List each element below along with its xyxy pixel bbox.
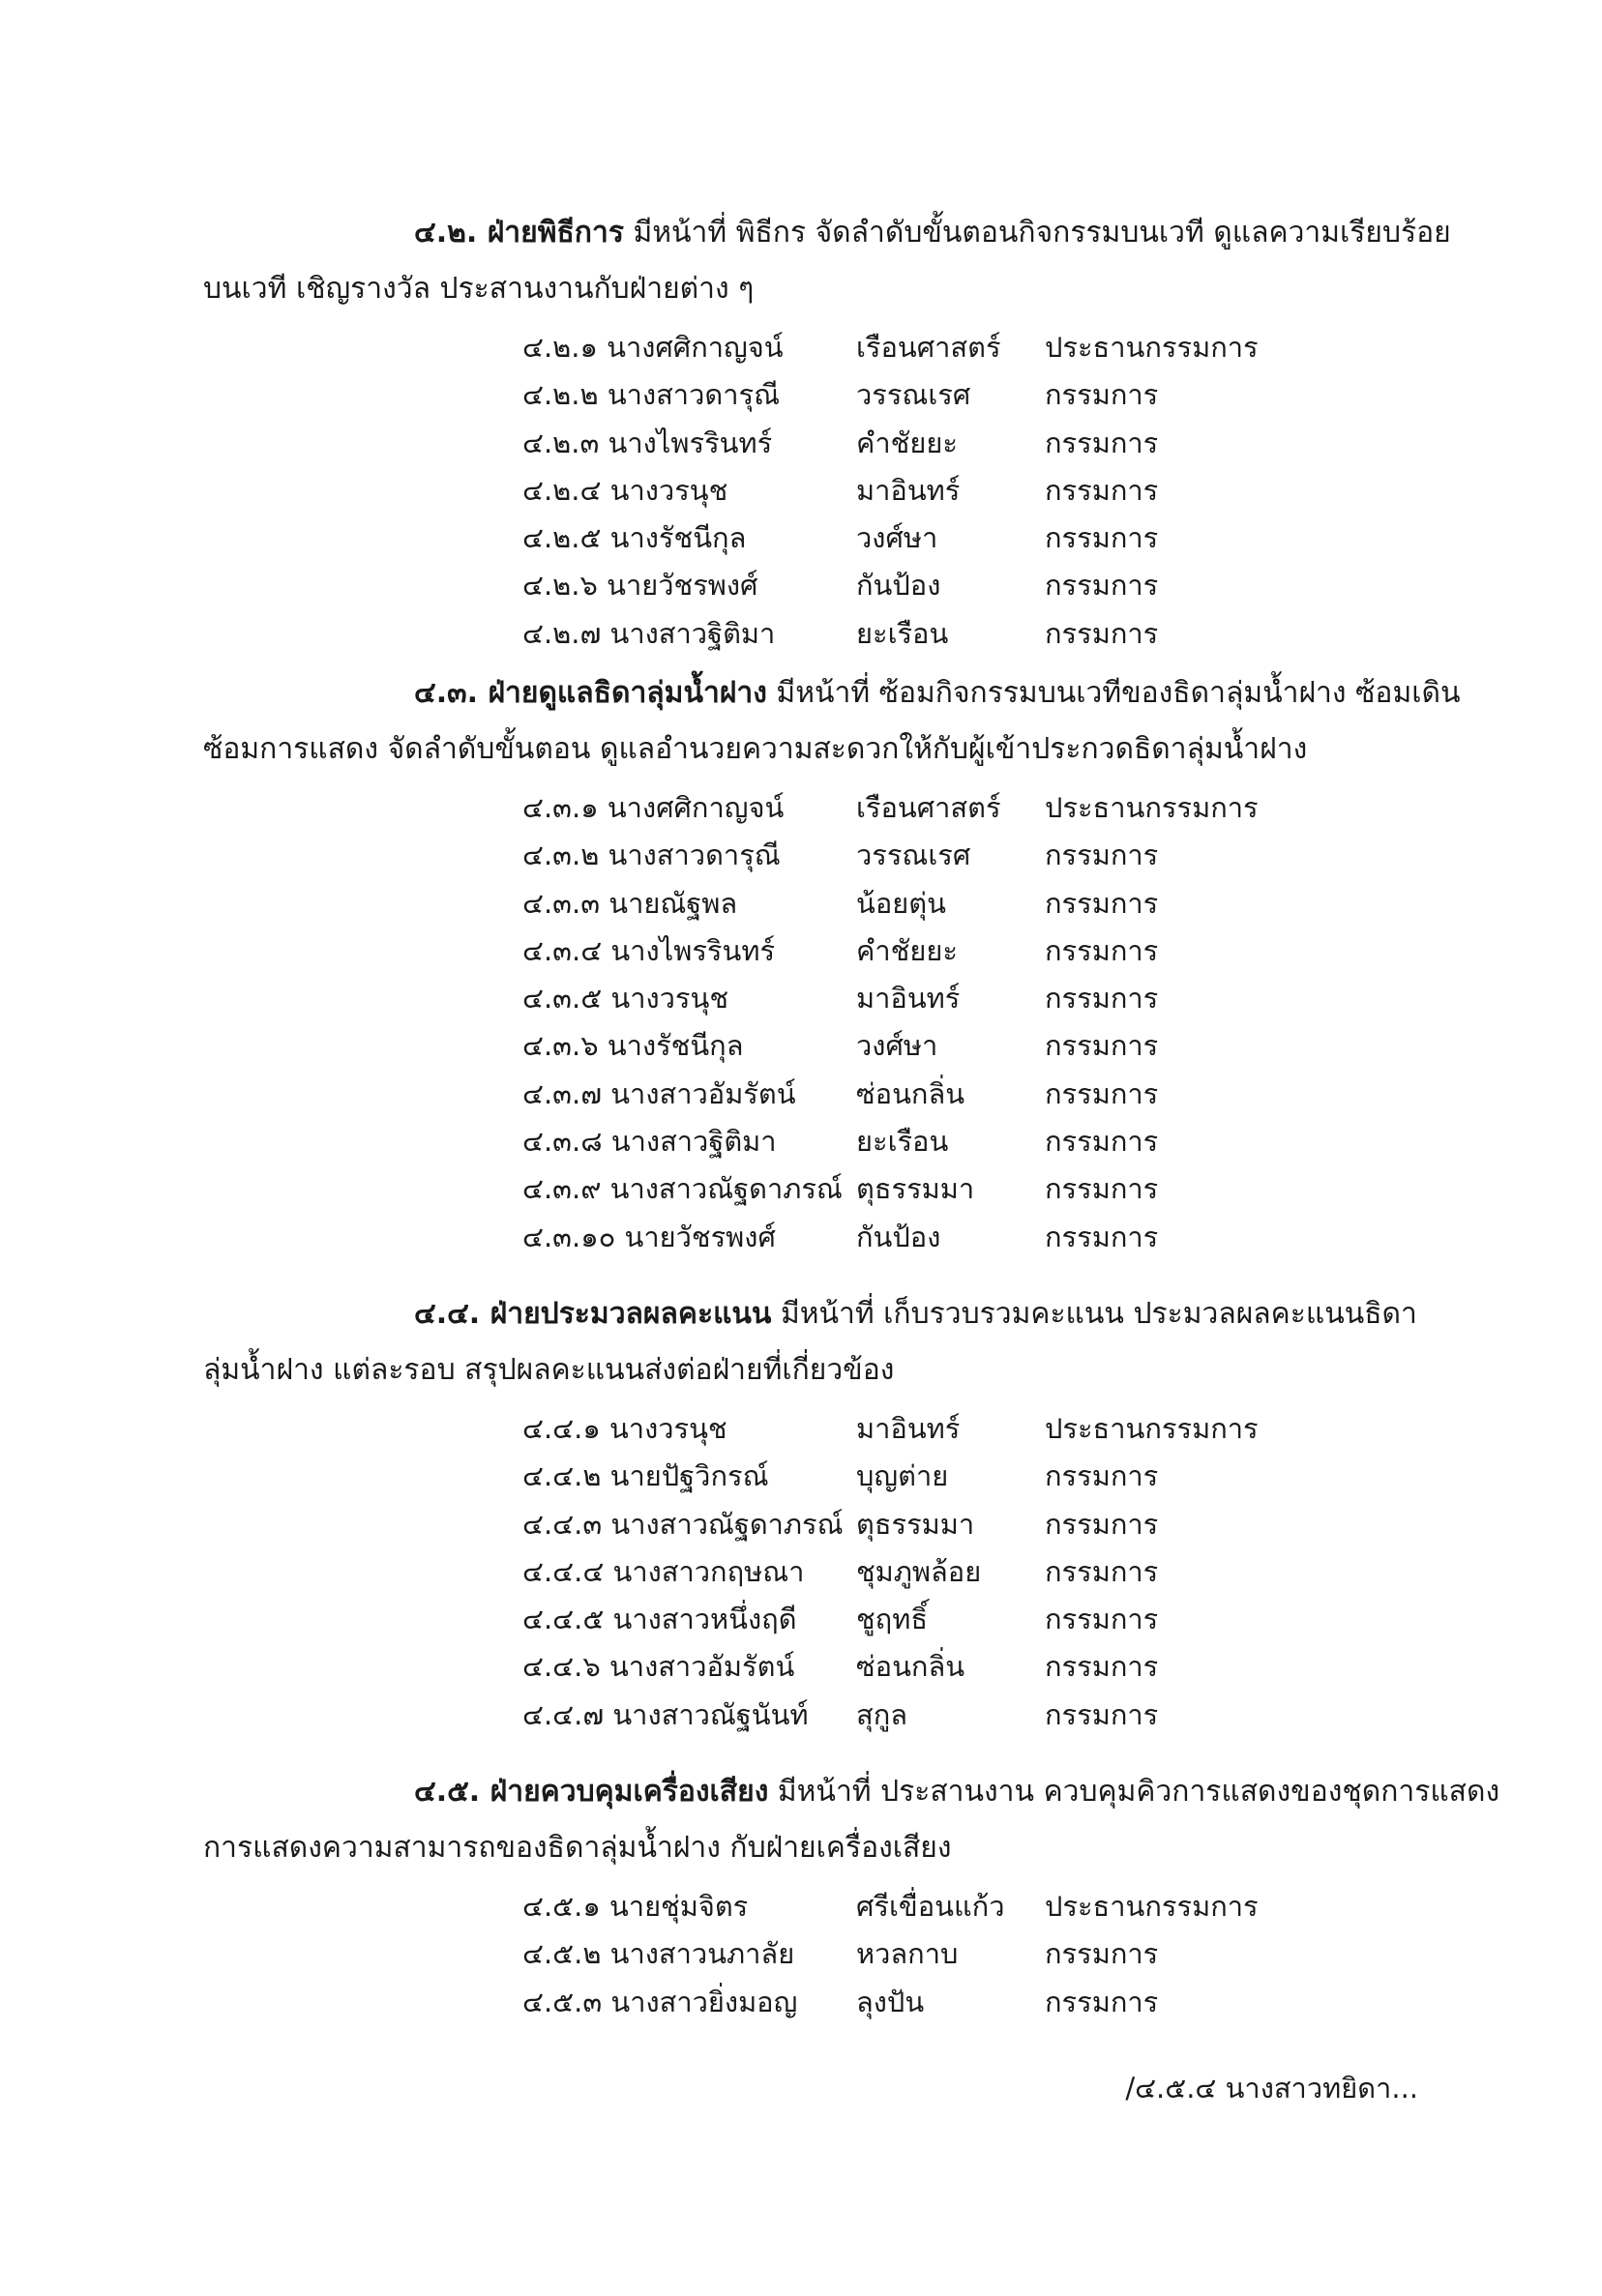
member-surname: ศรีเขื่อนแก้ว bbox=[856, 1890, 1005, 1923]
member-role: กรรมการ bbox=[1045, 1554, 1159, 1588]
member-surname: หวลกาบ bbox=[856, 1937, 959, 1971]
section-heading: ๔.๕. ฝ่ายควบคุมเครื่องเสียง bbox=[414, 1775, 769, 1809]
member-role: กรรมการ bbox=[1045, 1076, 1159, 1110]
member-name: ๔.๒.๑ นางศศิกาญจน์ bbox=[522, 331, 784, 364]
member-surname: เรือนศาสตร์ bbox=[856, 791, 1001, 824]
member-role: กรรมการ bbox=[1045, 933, 1159, 967]
member-name: ๔.๒.๒ นางสาวดารุณี bbox=[522, 378, 780, 412]
member-role: กรรมการ bbox=[1045, 1937, 1159, 1971]
member-surname: กันป้อง bbox=[856, 1220, 941, 1253]
section-duty-line1: มีหน้าที่ ประสานงาน ควบคุมคิวการแสดงของชุดการแสดง bbox=[768, 1775, 1500, 1809]
member-surname: ตุธรรมมา bbox=[856, 1507, 975, 1541]
section-heading: ๔.๓. ฝ่ายดูแลธิดาลุ่มน้ำฝาง bbox=[414, 676, 767, 710]
member-role: กรรมการ bbox=[1045, 1697, 1159, 1731]
member-surname: ซ่อนกลิ่น bbox=[856, 1076, 965, 1110]
member-surname: ซ่อนกลิ่น bbox=[856, 1650, 965, 1684]
member-role: กรรมการ bbox=[1045, 473, 1159, 507]
member-surname: คำชัยยะ bbox=[856, 933, 958, 967]
member-surname: วงศ์ษา bbox=[856, 1029, 938, 1063]
member-name: ๔.๔.๑ นางวรนุช bbox=[522, 1412, 727, 1445]
member-name: ๔.๓.๙ นางสาวณัฐดาภรณ์ bbox=[522, 1172, 843, 1206]
member-name: ๔.๔.๓ นางสาวณัฐดาภรณ์ bbox=[522, 1507, 844, 1541]
section-4-4-description bbox=[203, 1286, 1422, 1398]
member-name: ๔.๓.๑ นางศศิกาญจน์ bbox=[522, 791, 785, 824]
section-heading: ๔.๒. ฝ่ายพิธีการ bbox=[414, 216, 624, 250]
member-name: ๔.๒.๕ นางรัชนีกุล bbox=[522, 521, 747, 555]
member-surname: สุกูล bbox=[856, 1697, 908, 1731]
member-role: กรรมการ bbox=[1045, 426, 1159, 459]
member-surname: เรือนศาสตร์ bbox=[856, 331, 1001, 364]
member-name: ๔.๓.๕ นางวรนุช bbox=[522, 982, 729, 1016]
section-duty-line2: บนเวที เชิญรางวัล ประสานงานกับฝ่ายต่าง ๆ bbox=[203, 272, 755, 306]
section-heading: ๔.๔. ฝ่ายประมวลผลคะแนน bbox=[414, 1297, 772, 1331]
member-name: ๔.๓.๑๐ นายวัชรพงศ์ bbox=[522, 1220, 776, 1253]
member-name: ๔.๓.๖ นางรัชนีกุล bbox=[522, 1029, 744, 1063]
member-surname: กันป้อง bbox=[856, 569, 941, 603]
member-role: กรรมการ bbox=[1045, 1125, 1159, 1159]
member-surname: ยะเรือน bbox=[856, 1125, 949, 1159]
member-role: กรรมการ bbox=[1045, 1507, 1159, 1541]
section-duty-line2: การแสดงความสามารถของธิดาลุ่มน้ำฝาง กับฝ่ายเครื่องเสียง bbox=[203, 1831, 952, 1865]
member-role: ประธานกรรมการ bbox=[1045, 1890, 1259, 1923]
member-name: ๔.๓.๒ นางสาวดารุณี bbox=[522, 839, 781, 872]
member-role: กรรมการ bbox=[1045, 1985, 1159, 2018]
member-surname: ยะเรือน bbox=[856, 616, 949, 650]
member-surname: มาอินทร์ bbox=[856, 982, 961, 1016]
section-duty-line2: ลุ่มน้ำฝาง แต่ละรอบ สรุปผลคะแนนส่งต่อฝ่ายที่เกี่ยวข้อง bbox=[203, 1353, 895, 1387]
member-name: ๔.๕.๑ นายชุ่มจิตร bbox=[522, 1890, 749, 1923]
member-surname: มาอินทร์ bbox=[856, 473, 961, 507]
member-name: ๔.๔.๗ นางสาวณัฐนันท์ bbox=[522, 1697, 809, 1731]
member-name: ๔.๓.๗ นางสาวอัมรัตน์ bbox=[522, 1076, 796, 1110]
member-name: ๔.๒.๓ นางไพรรินทร์ bbox=[522, 426, 773, 459]
section-duty-line1: มีหน้าที่ พิธีกร จัดลำดับขั้นตอนกิจกรรมบนเวที ดูแลความเรียบร้อย bbox=[623, 216, 1451, 250]
member-role: กรรมการ bbox=[1045, 839, 1159, 872]
member-name: ๔.๕.๓ นางสาวยิ่งมอญ bbox=[522, 1985, 798, 2018]
member-role: กรรมการ bbox=[1045, 982, 1159, 1016]
next-page-continuation: /๔.๕.๔ นางสาวทยิดา... bbox=[1125, 2072, 1418, 2105]
member-role: ประธานกรรมการ bbox=[1045, 331, 1259, 364]
section-4-2-description bbox=[203, 205, 1451, 317]
member-role: กรรมการ bbox=[1045, 1603, 1159, 1636]
member-surname: ตุธรรมมา bbox=[856, 1172, 975, 1206]
member-role: กรรมการ bbox=[1045, 1220, 1159, 1253]
member-role: ประธานกรรมการ bbox=[1045, 791, 1259, 824]
member-name: ๔.๔.๕ นางสาวหนึ่งฤดี bbox=[522, 1603, 797, 1636]
section-duty-line2: ซ้อมการแสดง จัดลำดับขั้นตอน ดูแลอำนวยความสะดวกให้กับผู้เข้าประกวดธิดาลุ่มน้ำฝาง bbox=[203, 732, 1308, 766]
member-surname: ชูฤทธิ์ bbox=[856, 1603, 929, 1636]
member-surname: คำชัยยะ bbox=[856, 426, 958, 459]
member-name: ๔.๒.๗ นางสาวฐิติมา bbox=[522, 616, 776, 650]
member-surname: น้อยตุ่น bbox=[856, 886, 946, 920]
member-role: กรรมการ bbox=[1045, 616, 1159, 650]
member-role: กรรมการ bbox=[1045, 886, 1159, 920]
member-surname: บุญต่าย bbox=[856, 1459, 949, 1493]
member-role: กรรมการ bbox=[1045, 1650, 1159, 1684]
member-role: กรรมการ bbox=[1045, 521, 1159, 555]
member-name: ๔.๒.๔ นางวรนุช bbox=[522, 473, 728, 507]
member-role: กรรมการ bbox=[1045, 569, 1159, 603]
member-surname: ลุงปัน bbox=[856, 1985, 925, 2018]
member-role: กรรมการ bbox=[1045, 1029, 1159, 1063]
member-name: ๔.๕.๒ นางสาวนภาลัย bbox=[522, 1937, 795, 1971]
member-name: ๔.๒.๖ นายวัชรพงศ์ bbox=[522, 569, 758, 603]
member-name: ๔.๓.๘ นางสาวฐิติมา bbox=[522, 1125, 777, 1159]
member-surname: วงศ์ษา bbox=[856, 521, 938, 555]
member-name: ๔.๔.๒ นายปัฐวิกรณ์ bbox=[522, 1459, 769, 1493]
member-role: กรรมการ bbox=[1045, 1172, 1159, 1206]
member-name: ๔.๓.๔ นางไพรรินทร์ bbox=[522, 933, 776, 967]
member-role: กรรมการ bbox=[1045, 378, 1159, 412]
member-surname: ชุมภูพล้อย bbox=[856, 1554, 982, 1588]
member-surname: วรรณเรศ bbox=[856, 378, 971, 412]
section-duty-line1: มีหน้าที่ เก็บรวบรวมคะแนน ประมวลผลคะแนนธิดา bbox=[771, 1297, 1417, 1331]
section-4-5-description bbox=[203, 1764, 1500, 1876]
section-4-3-description bbox=[203, 665, 1461, 778]
member-surname: มาอินทร์ bbox=[856, 1412, 961, 1445]
member-role: ประธานกรรมการ bbox=[1045, 1412, 1259, 1445]
member-surname: วรรณเรศ bbox=[856, 839, 971, 872]
section-duty-line1: มีหน้าที่ ซ้อมกิจกรรมบนเวทีของธิดาลุ่มน้ำฝาง ซ้อมเดิน bbox=[766, 676, 1461, 710]
member-name: ๔.๔.๔ นางสาวกฤษณา bbox=[522, 1554, 805, 1588]
member-name: ๔.๓.๓ นายณัฐพล bbox=[522, 886, 738, 920]
member-role: กรรมการ bbox=[1045, 1459, 1159, 1493]
member-name: ๔.๔.๖ นางสาวอัมรัตน์ bbox=[522, 1650, 795, 1684]
